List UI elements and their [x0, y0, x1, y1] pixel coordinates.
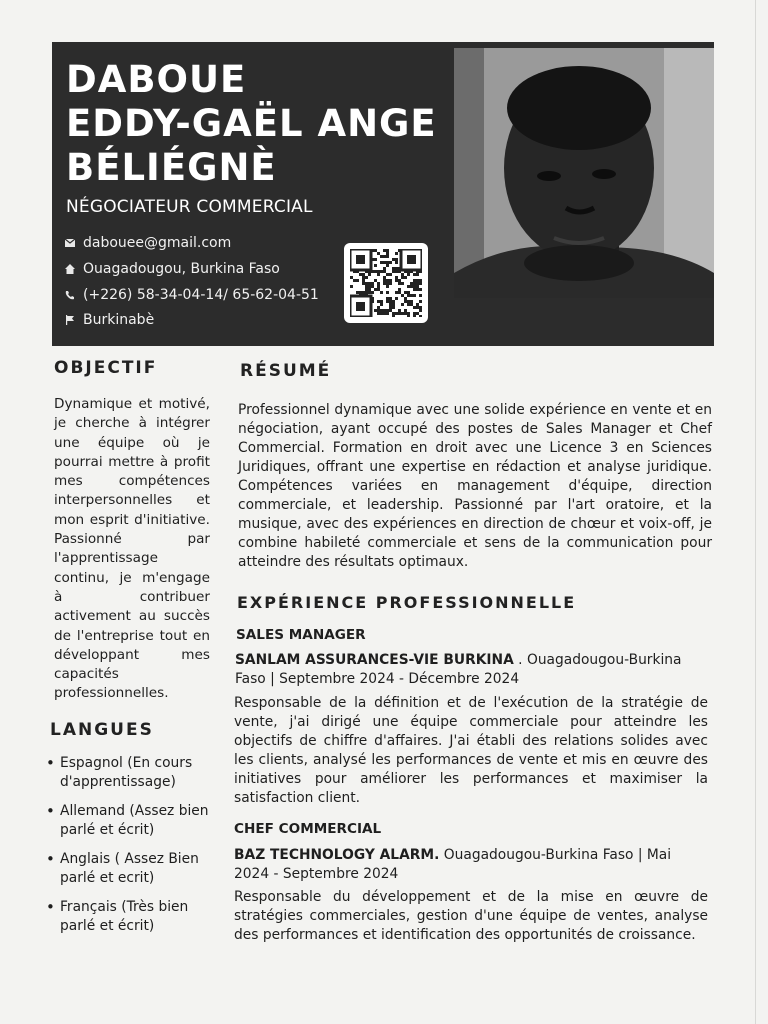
home-icon: [64, 263, 76, 275]
job-details: Ouagadougou-Burkina Faso | Mai 2024 - Septembre 2024: [234, 847, 672, 882]
company-name: SANLAM ASSURANCES-VIE BURKINA: [235, 652, 514, 668]
job-description: Responsable du développement et de la mise en œuvre de stratégies commerciales, gestion d'une équipe de ventes, analyse des performances et identification des opportunités de croissance.: [234, 889, 708, 943]
langues-heading: LANGUES: [50, 720, 154, 740]
job-employer: [235, 651, 711, 689]
qr-code: [344, 243, 428, 323]
experience-heading: EXPÉRIENCE PROFESSIONNELLE: [237, 593, 577, 612]
envelope-icon: [64, 237, 76, 249]
job-employer: [234, 846, 710, 884]
objectif-text: Dynamique et motivé, je cherche à intégrer une équipe où je pourrai mettre à profit mes compétences interpersonnelles et mon esprit d'initiative. Passionné par l'apprentissage continu, je m'engage à contribuer activement au succès de l'entreprise tout en développant mes capacités professionnelles.: [54, 396, 210, 702]
langues-list: [46, 754, 216, 946]
email-text: dabouee@gmail.com: [83, 235, 232, 251]
contact-nationality: [64, 308, 319, 332]
company-name: BAZ TECHNOLOGY ALARM.: [234, 847, 440, 863]
phone-text: (+226) 58-34-04-14/ 65-62-04-51: [83, 286, 319, 303]
profile-photo: [454, 48, 714, 298]
job-role: SALES MANAGER: [236, 627, 366, 643]
contact-phone: [64, 283, 319, 307]
objectif-heading: OBJECTIF: [54, 358, 158, 378]
job-details: . Ouagadougou-Burkina Faso | Septembre 2024 - Décembre 2024: [235, 652, 682, 687]
list-item: • Allemand (Assez bien parlé et écrit): [46, 802, 216, 840]
list-item: • Espagnol (En cours d'apprentissage): [46, 754, 216, 792]
candidate-name: [66, 58, 437, 190]
name-line: BÉLIÉGNÈ: [66, 146, 277, 189]
list-item: • Français (Très bien parlé et écrit): [46, 898, 216, 936]
resume-heading: RÉSUMÉ: [240, 361, 332, 381]
location-text: Ouagadougou, Burkina Faso: [83, 260, 280, 277]
contact-location: [64, 257, 319, 281]
job-description: Responsable de la définition et de l'exécution de la stratégie de vente, j'ai dirigé une équipe commerciale pour atteindre les objectifs de chiffre d'affaires. J'ai établi des relations solides avec les clients, analysé les performances de vente et mis en œuvre des initiatives pour améliorer les performances et maximiser la satisfaction client.: [234, 695, 708, 806]
list-item: • Anglais ( Assez Bien parlé et ecrit): [46, 850, 216, 888]
job-role: CHEF COMMERCIAL: [234, 821, 382, 837]
contact-email: [64, 231, 319, 255]
job-title: NÉGOCIATEUR COMMERCIAL: [66, 197, 313, 217]
name-line: DABOUE: [66, 58, 247, 101]
resume-text: Professionnel dynamique avec une solide expérience en vente et en négociation, ayant occupé des postes de Sales Manager et Chef Commercial. Formation en droit avec une Licence 3 en Sciences Juridiques, offrant une expertise en rédaction et analyse juridique. Compétences variées en management d'équipe, direction commerciale, et leadership. Passionné par l'art oratoire, et la musique, avec des expériences en direction de chœur et voix-off, je combine habileté commerciale et sens de la communication pour atteindre des résultats optimaux.: [238, 402, 712, 570]
nationality-text: Burkinabè: [83, 312, 155, 329]
name-line: EDDY-GAËL ANGE: [66, 102, 437, 145]
contact-list: [64, 231, 319, 334]
flag-icon: [64, 314, 76, 326]
page-edge: [755, 0, 756, 1024]
phone-icon: [64, 289, 76, 301]
